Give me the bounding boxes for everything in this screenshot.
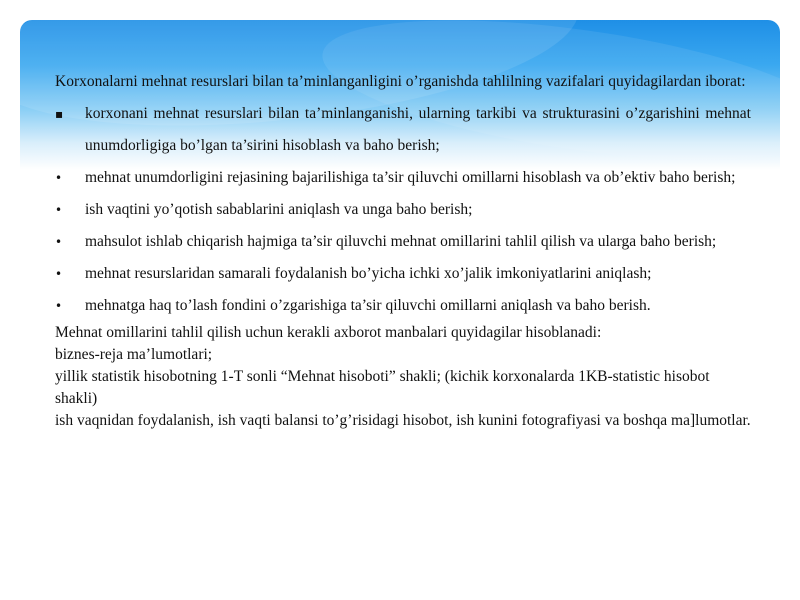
list-item	[55, 258, 751, 290]
list-item	[55, 162, 751, 194]
list-item-text: mahsulot ishlab chiqarish hajmiga ta’sir qiluvchi mehnat omillarini tahlil qilish va ularga baho berish;	[85, 233, 717, 250]
tasks-list	[55, 98, 751, 322]
list-item-text: mehnat resurslaridan samarali foydalanish bo’yicha ichki xo’jalik imkoniyatlarini aniqlash;	[85, 265, 652, 282]
list-item-text: mehnat unumdorligini rejasining bajarilishiga ta’sir qiluvchi omillarni hisoblash va ob’ektiv baho berish;	[85, 169, 736, 186]
source-line: ish vaqnidan foydalanish, ish vaqti balansi to’g’risidagi hisobot, ish kunini fotografiyasi va boshqa ma]lumotlar.	[55, 412, 751, 429]
list-item-text: ish vaqtini yo’qotish sabablarini aniqlash va unga baho berish;	[85, 201, 473, 218]
round-bullet-icon: •	[55, 171, 63, 185]
slide-content	[55, 66, 751, 432]
list-item-text: korxonani mehnat resurslari bilan ta’minlanganishi, ularning tarkibi va strukturasini o’zgarishini mehnat unumdorligiga bo’lgan ta’sirini hisoblash va baho berish;	[85, 105, 751, 154]
list-item	[55, 194, 751, 226]
list-item-text: mehnatga haq to’lash fondini o’zgarishiga ta’sir qiluvchi omillarni aniqlash va baho berish.	[85, 297, 651, 314]
list-item	[55, 290, 751, 322]
round-bullet-icon: •	[55, 235, 63, 249]
list-item	[55, 226, 751, 258]
source-line: yillik statistik hisobotning 1-T sonli “Mehnat hisoboti” shakli; (kichik korxonalarda 1KB-statistic hisobot shakli)	[55, 368, 710, 407]
round-bullet-icon: •	[55, 203, 63, 217]
source-line: biznes-reja ma’lumotlari;	[55, 346, 213, 363]
square-bullet-icon: ▪	[55, 107, 64, 121]
intro-paragraph: Korxonalarni mehnat resurslari bilan ta’minlanganligini o’rganishda tahlilning vazifalari quyidagilardan iborat:	[55, 73, 746, 90]
round-bullet-icon: •	[55, 299, 63, 313]
list-item	[55, 98, 751, 162]
round-bullet-icon: •	[55, 267, 63, 281]
sources-heading: Mehnat omillarini tahlil qilish uchun kerakli axborot manbalari quyidagilar hisoblanadi:	[55, 324, 602, 341]
sources-block	[55, 322, 751, 432]
